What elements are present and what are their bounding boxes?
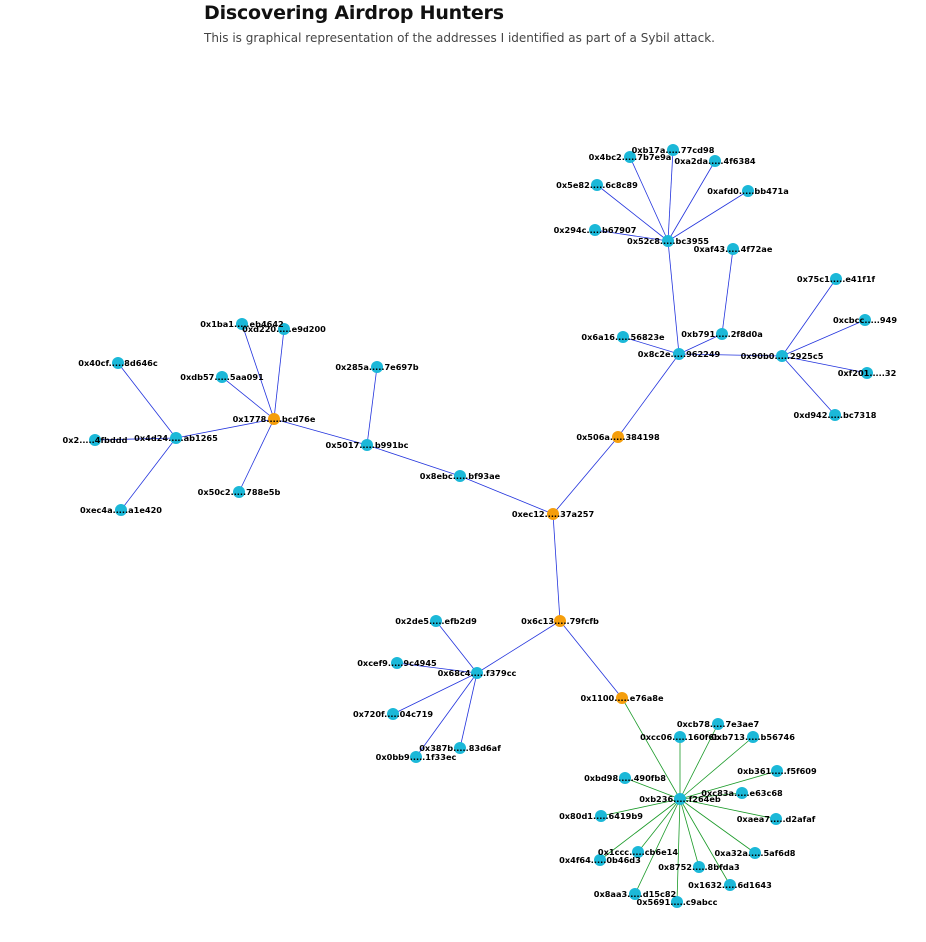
node-label: 0xb361.....f5f609	[737, 766, 817, 776]
node-label: 0xd220.....e9d200	[242, 324, 326, 334]
graph-edge	[722, 249, 733, 334]
node-label: 0xaf43.....4f72ae	[693, 244, 773, 254]
graph-edge	[668, 241, 679, 354]
node-label: 0xb236.....f264eb	[639, 794, 721, 804]
node-label: 0x8aa3.....d15c82	[593, 889, 677, 899]
node-label: 0x720f.....04c719	[352, 709, 434, 719]
node-label: 0xa32a.....5af6d8	[714, 848, 796, 858]
node-label: 0xec12.....37a257	[511, 509, 595, 519]
node-label: 0xafd0.....bb471a	[707, 186, 789, 196]
node-label: 0x40cf.....8d646c	[78, 358, 158, 368]
node-label: 0xb17a.....77cd98	[631, 145, 715, 155]
graph-edge	[477, 621, 560, 673]
node-label: 0xec4a.....a1e420	[79, 505, 163, 515]
graph-edge	[553, 514, 560, 621]
node-label: 0x506a.....384198	[576, 432, 660, 442]
node-label: 0x1100.....e76a8e	[580, 693, 664, 703]
node-label: 0x2.....4fbddd	[62, 435, 128, 445]
graph-edge	[118, 363, 176, 438]
node-label: 0x90b0.....2925c5	[740, 351, 824, 361]
graph-edge	[367, 367, 377, 445]
network-graph[interactable]	[62, 66, 898, 942]
node-label: 0x8ebc.....bf93ae	[419, 471, 501, 481]
node-label: 0x80d1.....6419b9	[559, 811, 643, 821]
node-label: 0x5017.....b991bc	[325, 440, 409, 450]
node-label: 0xcef9.....9c4945	[357, 658, 437, 668]
node-label: 0x2de5.....efb2d9	[395, 616, 477, 626]
node-label: 0x6c13.....79fcfb	[521, 616, 599, 626]
graph-edge	[393, 673, 477, 714]
graph-edge	[553, 437, 618, 514]
node-label: 0x5e82.....6c8c89	[556, 180, 638, 190]
page-title: Discovering Airdrop Hunters	[204, 2, 504, 24]
node-label: 0x1ccc.....cb6e14	[597, 847, 679, 857]
node-label: 0xf201.....32	[837, 368, 897, 378]
node-label: 0xa2da.....4f6384	[674, 156, 756, 166]
node-label: 0xb713.....b56746	[711, 732, 795, 742]
node-label: 0xd942.....bc7318	[793, 410, 877, 420]
page-subtitle: This is graphical representation of the addresses I identified as part of a Sybil attack.	[204, 31, 715, 45]
node-label: 0x6a16.....56823e	[581, 332, 665, 342]
node-label: 0x4bc2.....7b7e9a	[588, 152, 672, 162]
node-label: 0xaea7.....d2afaf	[736, 814, 816, 824]
graph-edge	[121, 438, 176, 510]
graph-edge	[618, 354, 679, 437]
node-label: 0xdb57.....5aa091	[180, 372, 264, 382]
node-label: 0x4d24.....ab1265	[134, 433, 218, 443]
node-label: 0x387b.....83d6af	[419, 743, 501, 753]
node-label: 0x4f64.....0b46d3	[559, 855, 641, 865]
node-label: 0x68c4.....f379cc	[437, 668, 517, 678]
graph-edge	[668, 191, 748, 241]
node-label: 0xbd98.....490fb8	[584, 773, 666, 783]
graph-edge	[239, 419, 274, 492]
node-label: 0x5691.....c9abcc	[636, 897, 718, 907]
node-label: 0xcbcc.....949	[832, 315, 898, 325]
node-label: 0x8752.....8bfda3	[658, 862, 740, 872]
node-label: 0x1632.....6d1643	[688, 880, 772, 890]
node-label: 0x75c1.....e41f1f	[796, 274, 876, 284]
node-label: 0x1778.....bcd76e	[232, 414, 316, 424]
node-label: 0x285a.....7e697b	[335, 362, 419, 372]
node-label: 0xcb78.....7e3ae7	[676, 719, 760, 729]
node-label: 0x1ba1.....eb4642	[200, 319, 284, 329]
node-label: 0xcc06.....160f6b	[640, 732, 720, 742]
node-label: 0x294c.....b67907	[553, 225, 637, 235]
node-label: 0xb791.....2f8d0a	[681, 329, 763, 339]
graph-edge	[680, 799, 699, 867]
node-label: 0x0bb9.....1f33ec	[375, 752, 457, 762]
graph-edge	[436, 621, 477, 673]
graph-edge	[680, 799, 730, 885]
graph-edge	[274, 329, 284, 419]
node-label: 0x8c2e.....962249	[637, 349, 721, 359]
graph-edge	[560, 621, 622, 698]
graph-edge	[668, 161, 715, 241]
node-label: 0x50c2.....788e5b	[197, 487, 281, 497]
label-layer	[63, 145, 898, 907]
node-label: 0x52c8.....bc3955	[627, 236, 709, 246]
graph-edge	[622, 698, 680, 799]
graph-edge	[668, 150, 673, 241]
node-label: 0xc83a.....e63c68	[701, 788, 783, 798]
graph-edge	[222, 377, 274, 419]
graph-canvas[interactable]	[62, 66, 898, 942]
